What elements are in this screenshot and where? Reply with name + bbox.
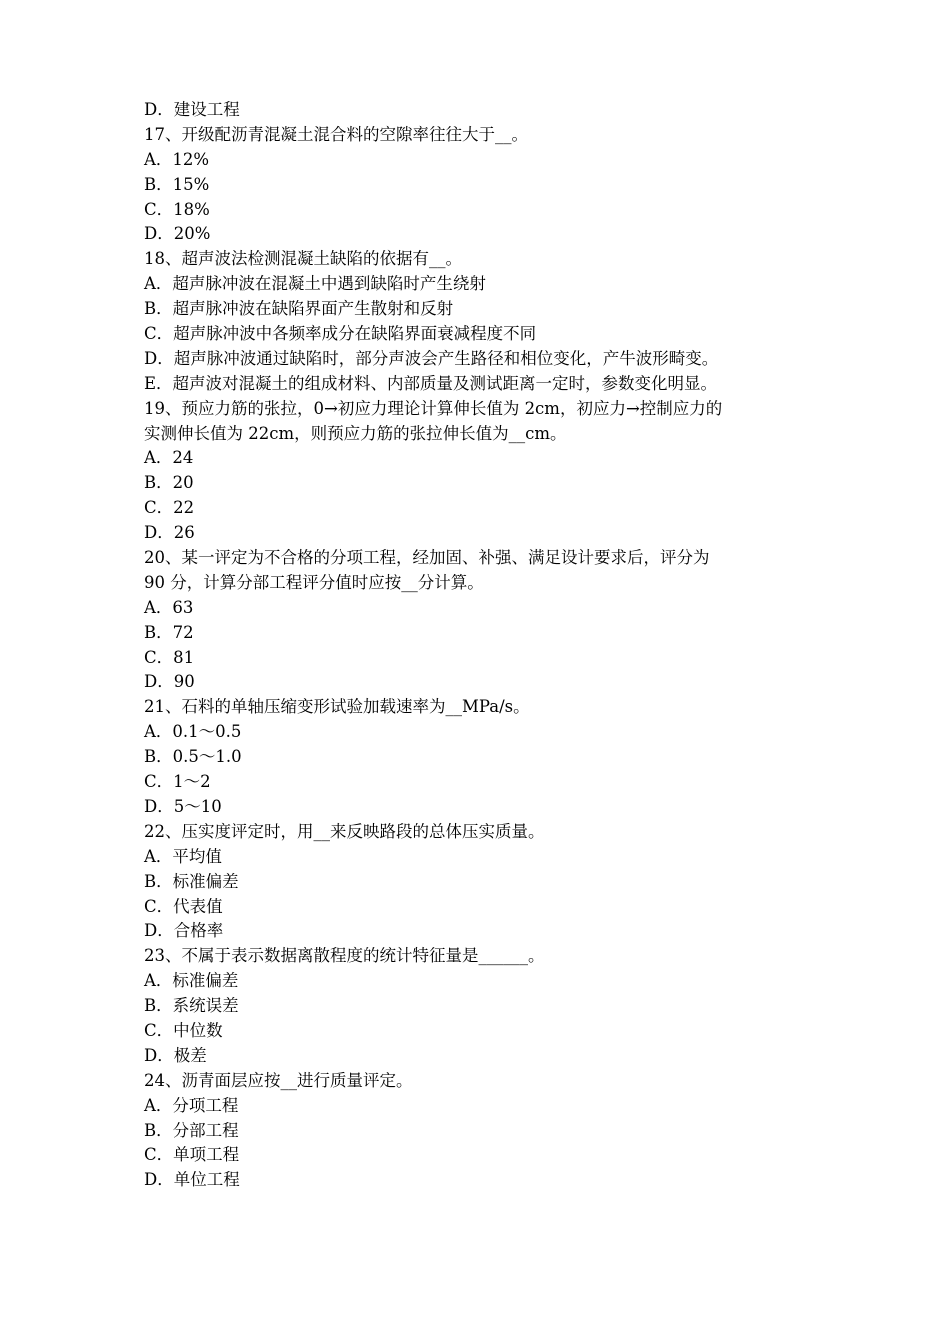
option-line: A．平均值 — [144, 846, 222, 866]
option-line: B．分部工程 — [144, 1120, 239, 1140]
option-line: B．15% — [144, 174, 210, 194]
question-23: 23、不属于表示数据离散程度的统计特征量是______。 — [144, 946, 545, 966]
question-20-line-1: 20、某一评定为不合格的分项工程，经加固、补强、满足设计要求后，评分为 — [144, 548, 710, 568]
option-line: D．20% — [144, 224, 211, 244]
question-24: 24、沥青面层应按__进行质量评定。 — [144, 1070, 413, 1090]
option-line: D．单位工程 — [144, 1170, 240, 1190]
option-line: D．5～10 — [144, 796, 222, 816]
option-line: B．标准偏差 — [144, 871, 239, 891]
question-text-block — [144, 98, 814, 1193]
question-18: 18、超声波法检测混凝土缺陷的依据有__。 — [144, 249, 462, 269]
option-line: E．超声波对混凝土的组成材料、内部质量及测试距离一定时，参数变化明显。 — [144, 373, 718, 393]
option-line: A．24 — [144, 448, 194, 468]
option-line: C．18% — [144, 199, 210, 219]
question-21: 21、石料的单轴压缩变形试验加载速率为__MPa/s。 — [144, 697, 530, 717]
option-line: A．12% — [144, 149, 210, 169]
option-line: A．标准偏差 — [144, 971, 239, 991]
option-line: B．系统误差 — [144, 996, 239, 1016]
option-line: A．超声脉冲波在混凝土中遇到缺陷时产生绕射 — [144, 274, 486, 294]
option-line: C．22 — [144, 498, 195, 518]
option-line: D．26 — [144, 523, 195, 543]
option-line: C．超声脉冲波中各频率成分在缺陷界面衰减程度不同 — [144, 324, 537, 344]
option-line: A．分项工程 — [144, 1095, 239, 1115]
question-22: 22、压实度评定时，用__来反映路段的总体压实质量。 — [144, 821, 545, 841]
option-line: B．超声脉冲波在缺陷界面产生散射和反射 — [144, 299, 454, 319]
option-line: C．代表值 — [144, 896, 223, 916]
option-line: D．极差 — [144, 1045, 207, 1065]
option-line: D．建设工程 — [144, 100, 240, 119]
option-line: D．超声脉冲波通过缺陷时，部分声波会产生路径和相位变化，产牛波形畸变。 — [144, 348, 719, 368]
option-line: B．20 — [144, 473, 194, 493]
option-line: B．72 — [144, 622, 194, 642]
option-line: A．63 — [144, 597, 194, 617]
question-20-line-2: 90 分，计算分部工程评分值时应按__分计算。 — [144, 572, 484, 592]
option-line: C．1～2 — [144, 772, 211, 792]
option-line: C．单项工程 — [144, 1145, 240, 1165]
question-19-line-2: 实测伸长值为 22cm，则预应力筋的张拉伸长值为__cm。 — [144, 423, 567, 443]
option-line: C．81 — [144, 647, 195, 667]
option-line: D．合格率 — [144, 921, 224, 941]
question-19-line-1: 19、预应力筋的张拉，0→初应力理论计算伸长值为 2cm，初应力→控制应力的 — [144, 398, 723, 418]
question-17: 17、开级配沥青混凝土混合料的空隙率往往大于__。 — [144, 124, 528, 144]
option-line: C．中位数 — [144, 1020, 223, 1040]
option-line: A．0.1～0.5 — [144, 722, 242, 742]
option-line: B．0.5～1.0 — [144, 747, 242, 767]
option-line: D．90 — [144, 672, 195, 692]
